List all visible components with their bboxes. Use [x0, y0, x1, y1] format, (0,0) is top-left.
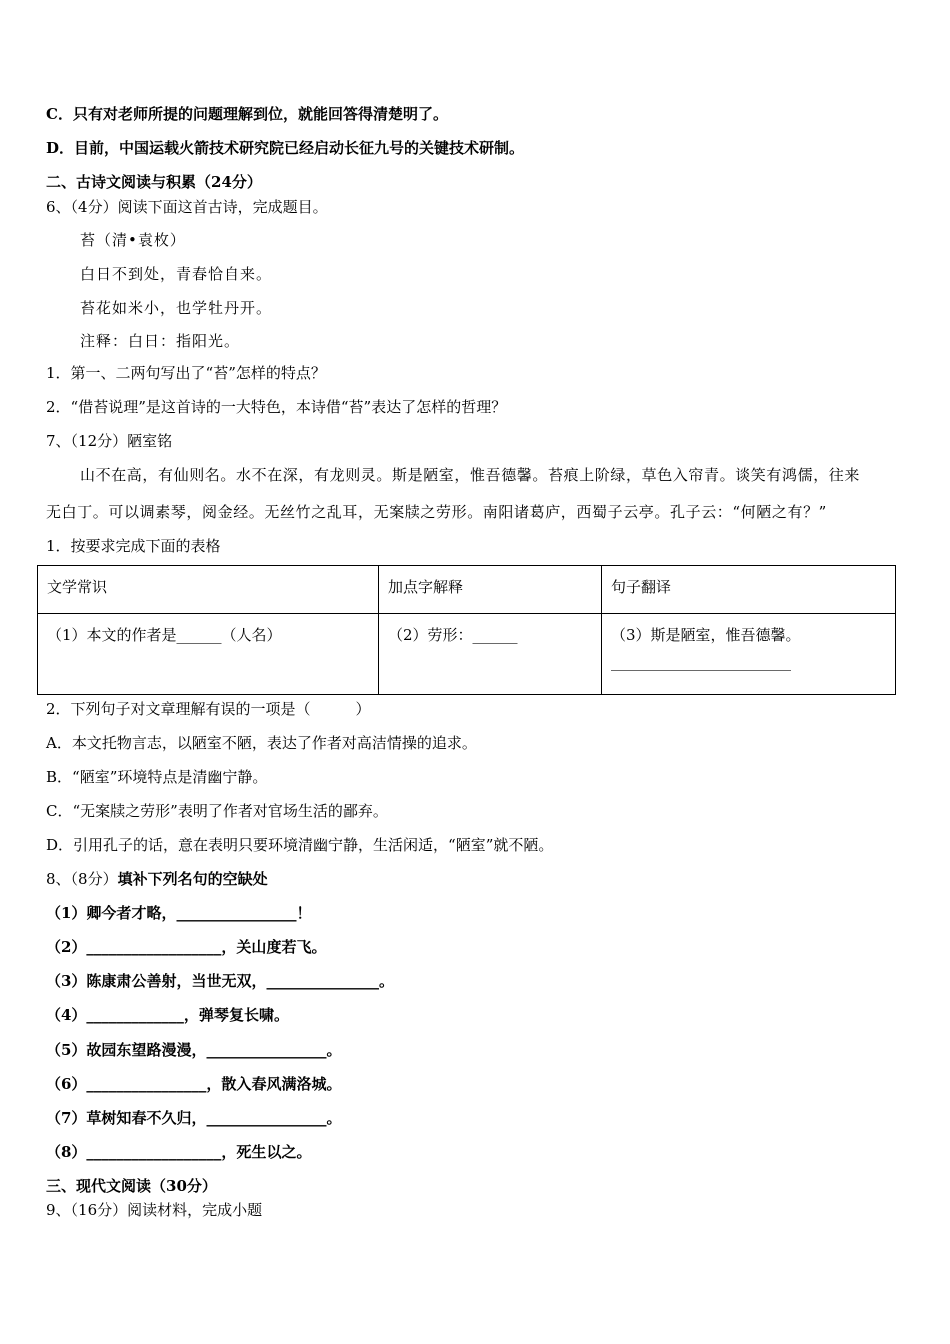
q8-stem — [46, 869, 268, 889]
q9-stem: 9、（16分）阅读材料，完成小题 — [46, 1201, 263, 1219]
q8-item-7: （7）草树知春不久归，________________。 — [46, 1109, 342, 1127]
table-cell-laoxing: （2）劳形：______ — [379, 614, 602, 695]
q6-sub2: 2．“借苔说理”是这首诗的一大特色，本诗借“苔”表达了怎样的哲理？ — [46, 398, 507, 416]
q8-item-4: （4）_____________，弹琴复长啸。 — [46, 1006, 289, 1024]
poem-line-2: 苔花如米小，也学牡丹开。 — [80, 299, 273, 317]
table-cell-author: （1）本文的作者是______（人名） — [38, 614, 379, 695]
section2-title: 二、古诗文阅读与积累（24分） — [46, 173, 262, 191]
translation-blank: ________________________ — [611, 653, 791, 671]
q8-score: 8、（8分） — [46, 870, 118, 888]
q7-sub1: 1．按要求完成下面的表格 — [46, 537, 221, 555]
q7-text-line-2: 无白丁。可以调素琴，阅金经。无丝竹之乱耳，无案牍之劳形。南阳诸葛庐，西蜀子云亭。孔子云：“何陋之有？” — [46, 503, 827, 521]
poem-note: 注释：白日：指阳光。 — [80, 332, 241, 350]
q6-sub1: 1．第一、二两句写出了“苔”怎样的特点？ — [46, 364, 326, 382]
section3-title: 三、现代文阅读（30分） — [46, 1177, 217, 1195]
q7-stem: 7、（12分）陋室铭 — [46, 432, 173, 450]
q7-option-a: A．本文托物言志，以陋室不陋，表达了作者对高洁情操的追求。 — [46, 734, 477, 752]
table-header-translation: 句子翻译 — [602, 566, 896, 614]
q8-item-8: （8）__________________，死生以之。 — [46, 1143, 312, 1161]
table-header-literature: 文学常识 — [38, 566, 379, 614]
option-c: C．只有对老师所提的问题理解到位，就能回答得清楚明了。 — [46, 105, 448, 123]
table-cell-translation — [602, 614, 896, 695]
q7-option-b: B．“陋室”环境特点是清幽宁静。 — [46, 768, 268, 786]
q8-item-6: （6）________________，散入春风满洛城。 — [46, 1075, 342, 1093]
q8-item-3: （3）陈康肃公善射，当世无双，_______________。 — [46, 972, 394, 990]
q7-option-d: D．引用孔子的话，意在表明只要环境清幽宁静，生活闲适，“陋室”就不陋。 — [46, 836, 554, 854]
q7-sub2: 2．下列句子对文章理解有误的一项是（ ） — [46, 700, 371, 718]
q8-item-5: （5）故园东望路漫漫，________________。 — [46, 1041, 342, 1059]
q8-item-2: （2）__________________，关山度若飞。 — [46, 938, 327, 956]
q8-instruction: 填补下列名句的空缺处 — [117, 870, 268, 888]
q6-stem: 6、（4分）阅读下面这首古诗，完成题目。 — [46, 198, 328, 216]
poem-title: 苔（清•袁枚） — [80, 231, 186, 249]
table-header-word-explanation: 加点字解释 — [379, 566, 602, 614]
poem-line-1: 白日不到处，青春恰自来。 — [80, 265, 273, 283]
option-d: D．目前，中国运载火箭技术研究院已经启动长征九号的关键技术研制。 — [46, 139, 525, 157]
translation-prompt: （3）斯是陋室，惟吾德馨。 — [611, 626, 801, 644]
q8-item-1: （1）卿今者才略，________________！ — [46, 904, 312, 922]
answer-table — [37, 565, 896, 695]
q7-text-line-1: 山不在高，有仙则名。水不在深，有龙则灵。斯是陋室，惟吾德馨。苔痕上阶绿，草色入帘青。谈笑有鸿儒，往来 — [80, 466, 861, 484]
q7-option-c: C．“无案牍之劳形”表明了作者对官场生活的鄙弃。 — [46, 802, 388, 820]
